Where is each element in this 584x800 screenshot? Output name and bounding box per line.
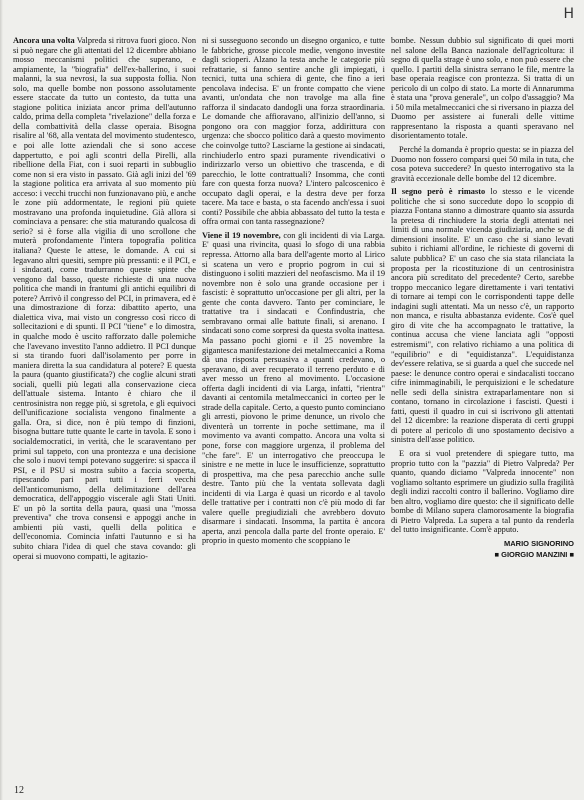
paragraph: Perché la domanda è proprio questa: se in piazza del Duomo non fossero comparsi quei 50 mila in tuta, che cosa poteva succedere? In questo interrogativo sta la gravità eccezionale delle bombe del 12 dicembre.: [391, 145, 574, 183]
paragraph-lead-in: Viene il 19 novembre,: [202, 230, 281, 240]
corner-handwritten-mark: H: [563, 6, 574, 22]
paragraph: ni si susseguono secondo un disegno organico, e tutte le fabbriche, grosse piccole medie, vengono investite dagli scioperi. Alzano la testa anche le categorie più refrattarie, si fanno sentire anche gli impiegati, i tecnici, tutta una schiera di gente, che fino a ieri pencolava indecisa. E' un fronte compatto che viene avanti, un'ondata che non travolge ma alla fine rafforza il sindacato dandogli una forza straordinaria. Le domande che affioravano, all'inizio dell'anno, si pongono ora con maggior forza, addirittura con urgenza: che sbocco politico darà a questo movimento che coinvolge tutto? Lasciarne la gestione ai sindacati, rinchiuderlo entro spazi puramente rivendicativi o indirizzarlo verso un obiettivo che trascenda, e di parecchio, le lotte contrattuali? Insomma, che conti fare con questa forza nuova? L'intero palcoscenico è occupato dagli operai, e la destra deve per forza tacere. Ma tace e basta, o sta facendo anch'essa i suoi conti? Possibile che abbia abbassato del tutto la testa e offra ormai con tanta rassegnazione?: [202, 36, 385, 227]
paragraph-text: con gli incidenti di via Larga. E' quasi una rivincita, quasi lo sfogo di una rabbia repressa. Attorno alla bara dell'agente morto al Lirico si scatena un vero e proprio pogrom in cui si distinguono i soliti mazzieri del neofascismo. Ma il 19 novembre non è solo una grande occasione per i fascisti: è soprattutto un'occasione per gli altri, per la gente che conta davvero. Tanto per cominciare, le trattative tra i sindacati e Confindustria, che sembravano ormai alle battute finali, si arenano. I sindacati sono come sorpresi da questa svolta inattesa. Ma passano pochi giorni e il 25 novembre la gigantesca manifestazione dei metalmeccanici a Roma dà una risposta persuasiva a quanti credevano, o speravano, di aver recuperato il terreno perduto e di aver messo un freno al movimento. L'occasione offerta dagli incidenti di via Larga, infatti, "rientra" davanti ai centomila metalmeccanici in corteo per le strade della capitale. Certo, a questo punto cominciano gli arresti, piovono le prime denunce, un rivolo che diventerà un torrente in poche settimane, ma il movimento va avanti compatto. Ancora una volta si pone, forse con maggiore urgenza, il problema del "che fare". E' un interrogativo che preoccupa le sinistre e ne mette in luce le insufficienze, soprattutto di prospettiva, ma che pesa parecchio anche sulle destre. Tanto più che la ventata sollevata dagli incidenti di via Larga è quasi un ricordo e al tavolo delle trattative per i contratti non c'è più modo di far valere quelle pregiudiziali che avrebbero dovuto disarmare i sindacati. Insomma, la partita è ancora aperta, anzi pencola dalla parte del fronte operaio. E' proprio in questo momento che scoppiano le: [202, 230, 385, 546]
paragraph-text: lo stesso e le vicende politiche che si sono succedute dopo lo scoppio di piazza Fontana stanno a dimostrare quanto sia assurda la pretesa di rinchiudere la storia degli attentati nei limiti di una normale vicenda giudiziaria, anche se di dimensioni insolite. E' un caso che si siano levati subito i richiami all'ordine, le richieste di governi di salute pubblica? E' un caso che sia stata rilanciata la proposta per la ricostituzione di un centrosinistra ancora più screditato del precedente? Certo, sarebbe troppo meccanico legare direttamente i vari tentativi di tornare ai tempi con le corrispondenti tappe delle indagini sugli attentati. Ma un nesso c'è, un rapporto non manca, e risulta abbastanza evidente. Cos'è quel giro di vite che ha accompagnato le trattative, la continua accusa che viene lanciata agli "opposti estremismi", con relativo richiamo a una politica di "equilibrio" e di "equidistanza". L'equidistanza dev'essere relativa, se si guarda a quel che succede nel paese: le denunce contro operai e sindacalisti toccano cifre inimmaginabili, le perquisizioni e le schedature nelle sedi della sinistra extraparlamentare non si contano, tornano in circolazione i fascisti. Questi i fatti, questi il quadro in cui si iscrivono gli attentati del 12 dicembre: la reazione disperata di certi gruppi di potere al pericolo di uno spostamento decisivo a sinistra dell'asse politico.: [391, 187, 574, 445]
article-column-2: [202, 36, 385, 550]
paragraph: E ora si vuol pretendere di spiegare tutto, ma proprio tutto con la "pazzia" di Pietro Valpreda? Per quanto, quando diciamo "Valpreda innocente" non vogliamo soltanto esprimere un giudizio sulla fragilità degli indizi raccolti contro il ballerino. Vogliamo dire ben altro, vogliamo dire questo: che il significato delle bombe di Milano supera clamorosamente la biografia di Pietro Valpreda. La supera a tal punto da renderla del tutto insignificante. Com'è apputo.: [391, 448, 574, 535]
paragraph: [13, 36, 196, 561]
paragraph-lead-in: Il segno però è rimasto: [391, 187, 486, 197]
page-number: 12: [14, 785, 24, 796]
paragraph-text: Valpreda si ritrova fuori gioco. Non si può negare che gli attentati del 12 dicembre abbiano mosso meccanismi politici che superano, e ampiamente, la "biografia" dell'ex-ballerino, i suoi malanni, la sua nevrosi, la sua supposta follia. Non solo, ma quelle bombe non possono assolutamente essere staccate da tutto un contesto, da tutta una stagione politica iniziata ancor prima dell'autunno caldo, prima della completa "rivelazione" della forza e della combattività della classe operaia. Bisogna risalire al '68, alla ventata del movimento studentesco, e poi alle lotte aziendali che si sono accese dappertutto, e poi agli scontri della Pirelli, alla ribellione della Fiat, con i suoi reparti in subbuglio come non si era visto in passato. Già agli inizi del '69 la stagione politica era arrivata al suo momento più acceso: i vecchi trucchi non funzionavano più, e anche le zone più addormentate, le regioni più quiete mostravano una profonda inquietudine. Già allora si cominciava a pensare: che stia maturando qualcosa di serio? si è forse alla vigilia di uno scrollone che muterà profondamente l'intera topografia politica italiana? Queste le attese, le domande. A cui si legavano altri quesiti, sempre più pressanti: e il PCI, e i sindacati, come tradurranno queste spinte che vengono dal basso, queste richieste di una nuova politica che mandi in frantumi gli antichi equilibri di potere? Arrivò il congresso del PCI, in primavera, ed è una dimostrazione di forza: dibattito aperto, una dialettica viva, mai visto un congresso così ricco di sollecitazioni e di spunti. Il PCI "tiene" e lo dimostra, in qualche modo è uscito rafforzato dalle polemiche che l'avevano investito l'anno addietro. Il PCI dunque si sta tirando fuori dall'isolamento per porre in maniera diretta la sua candidatura al potere? E questa la paura (quanto giustificata?) che coglie alcuni strati sociali, quelli più legati alla conservazione cieca dell'attuale sistema. Intanto è chiaro che il centrosinistra non regge più, si sgretola, e gli equivoci dell'unificazione socialista vengono finalmente a galla. Ora, si dice, non è più tempo di finzioni, bisogna buttare tutte quante le carte in tavola. E sono i socialdemocratici, in verità, che le scaraventano per primi sul tappeto, con una prontezza e una decisione che solo i nuovi tempi potevano suggerire: si spacca il PSI, e il PSU si mostra subito a faccia scoperta, ripescando pari pari tutti i ferri vecchi dell'anticomunismo, della delimitazione dell'area democratica, dell'appoggio viscerale agli Stati Uniti. E' un pò la sortita della paura, quasi una "mossa preventiva" che trova consensi e appoggi anche in ambienti più vasti, quelli della politica e dell'economia. Comincia infatti l'autunno e si ha subito chiara l'idea di quel che stava covando: gli operai si muovono compatti, le agitazio-: [13, 36, 196, 561]
article-column-1: [13, 36, 196, 565]
paragraph: [202, 231, 385, 546]
paragraph: bombe. Nessun dubbio sul significato di quei morti nel salone della Banca nazionale dell'agricoltura: il segno di quella strage è uno solo, e non può essere che quello. I partiti della sinistra serrano le file, mentre la base operaia reagisce con prontezza. Si tratta di un pericolo di un colpo di stato. La morte di Annarumma è stata una "prova generale", un colpo d'assaggio? Ma i 50 mila metalmeccanici che si riversano in piazza del Duomo per assistere ai funerali delle vittime rappresentano la risposta a quanti speravano nel disorientamento totale.: [391, 36, 574, 141]
paragraph-lead-in: Ancora una volta: [13, 36, 75, 45]
page-spine-shadow: [0, 0, 3, 800]
author-signature: MARIO SIGNORINO: [503, 538, 574, 548]
paragraph: [391, 187, 574, 445]
article-column-3: [391, 36, 574, 559]
author-signature: ■ GIORGIO MANZINI ■: [494, 549, 574, 559]
